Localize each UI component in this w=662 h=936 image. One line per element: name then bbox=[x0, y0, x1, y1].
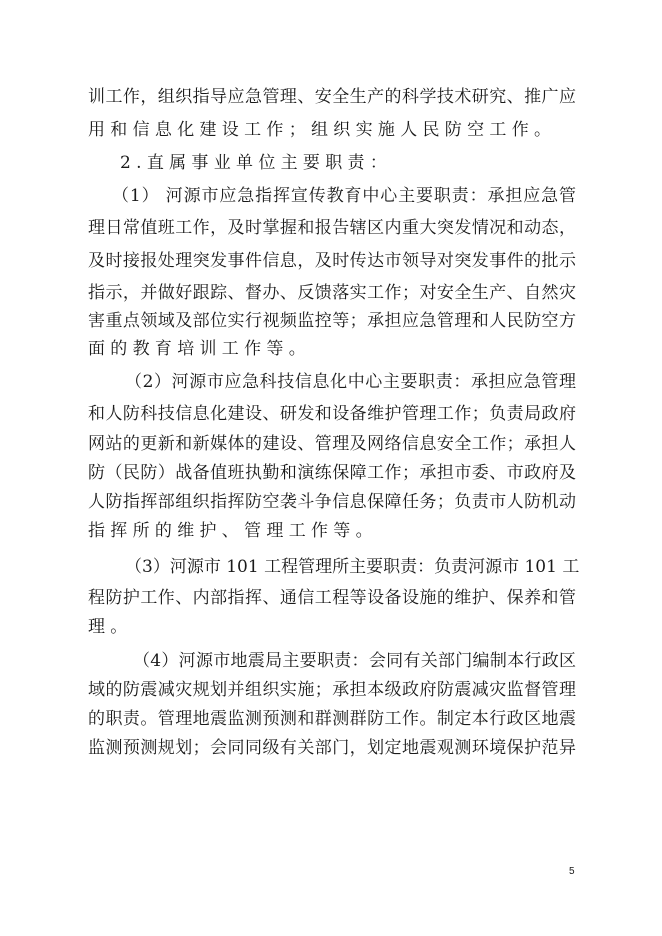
text-line: 指挥所的维护、管理工作等。 bbox=[88, 521, 378, 541]
paragraph-first-line: 2.直属事业单位主要职责： bbox=[120, 153, 393, 173]
text-line: 理日常值班工作，及时掌握和报告辖区内重大突发情况和动态， bbox=[88, 218, 576, 238]
paragraph-first-line: （1） 河源市应急指挥宣传教育中心主要职责：承担应急管 bbox=[112, 186, 576, 206]
text-line: 害重点领域及部位实行视频监控等；承担应急管理和人民防空方 bbox=[88, 311, 576, 331]
text-line: 和人防科技信息化建设、研发和设备维护管理工作；负责局政府 bbox=[88, 404, 576, 424]
text-line: 域的防震减灾规划并组织实施；承担本级政府防震减灾监督管理 bbox=[88, 680, 576, 700]
text-line: 人防指挥部组织指挥防空袭斗争信息保障任务；负责市人防机动 bbox=[88, 492, 576, 512]
text-line: 的职责。管理地震监测预测和群测群防工作。制定本行政区地震 bbox=[88, 709, 576, 729]
text-line: 用和信息化建设工作；组织实施人民防空工作。 bbox=[88, 120, 557, 140]
text-line: 网站的更新和新媒体的建设、管理及网络信息安全工作；承担人 bbox=[88, 434, 576, 454]
text-line: 指示，并做好跟踪、督办、反馈落实工作；对安全生产、自然灾 bbox=[88, 283, 576, 303]
text-line: 训工作，组织指导应急管理、安全生产的科学技术研究、推广应 bbox=[88, 87, 576, 107]
text-line: 程防护工作、内部指挥、通信工程等设备设施的维护、保养和管 bbox=[88, 588, 576, 608]
text-line: 监测预测规划；会同同级有关部门，划定地震观测环境保护范异 bbox=[88, 738, 576, 758]
paragraph-first-line: （4）河源市地震局主要职责：会同有关部门编制本行政区 bbox=[133, 651, 576, 671]
text-line: 理。 bbox=[88, 617, 133, 637]
paragraph-first-line: （3）河源市 101 工程管理所主要职责：负责河源市 101 工 bbox=[125, 557, 580, 577]
text-line: 面的教育培训工作等。 bbox=[88, 339, 311, 359]
page-number: 5 bbox=[569, 866, 575, 877]
text-line: 防（民防）战备值班执勤和演练保障工作；承担市委、市政府及 bbox=[88, 463, 576, 483]
text-line: 及时接报处理突发事件信息，及时传达市领导对突发事件的批示 bbox=[88, 251, 576, 271]
paragraph-first-line: （2）河源市应急科技信息化中心主要职责：承担应急管理 bbox=[125, 372, 576, 392]
